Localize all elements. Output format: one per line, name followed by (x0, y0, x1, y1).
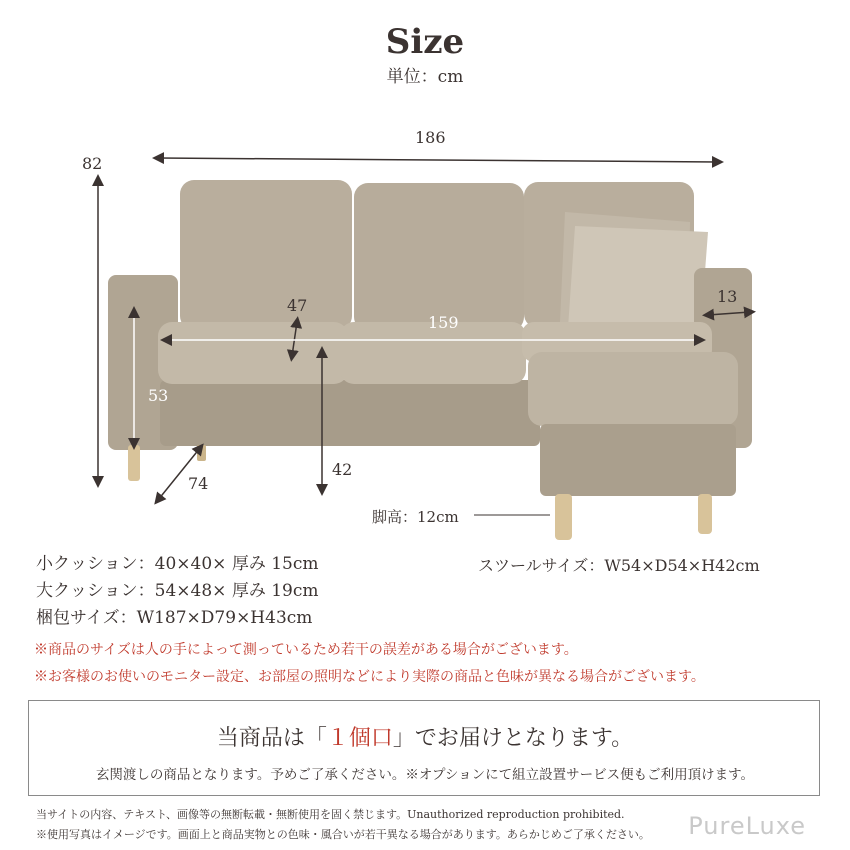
page-title: Size (385, 22, 465, 62)
delivery-notice-box (28, 700, 820, 796)
spec-small-cushion: 小クッション：40×40× 厚み 15cm (36, 554, 319, 574)
note-color-difference: ※お客様のお使いのモニター設定、お部屋の照明などにより実際の商品と色味が異なる場合がございます。 (34, 669, 705, 685)
footer-image-note: ※使用写真はイメージです。画面上と商品実物との色味・風合いが若干異なる場合があります。あらかじめご了承ください。 (36, 828, 650, 841)
delivery-prefix: 当商品は「 (216, 726, 327, 751)
delivery-subtext: 玄関渡しの商品となります。予めご了承ください。※オプションにて組立設置サービス便もご利用頂けます。 (95, 767, 755, 783)
footer-copyright: 当サイトの内容、テキスト、画像等の無断転載・無断使用を固く禁じます。Unauthorized reproduction prohibited. (36, 808, 625, 821)
spec-package: 梱包サイズ：W187×D79×H43cm (36, 608, 313, 628)
delivery-package-count: １個口 (326, 726, 393, 751)
dim-leg-height: 脚高：12cm (372, 508, 459, 526)
delivery-heading (29, 721, 821, 752)
width-dimension-line (158, 158, 718, 162)
dim-seat-height: 42 (332, 460, 353, 479)
dim-seat-width: 159 (428, 313, 459, 332)
dim-height-total: 82 (82, 154, 103, 173)
dim-arm-width: 13 (717, 287, 738, 306)
brand-watermark: PureLuxe (688, 812, 806, 840)
spec-stool: スツールサイズ：W54×D54×H42cm (478, 556, 760, 575)
dim-depth: 74 (188, 474, 209, 493)
dim-width-total: 186 (415, 128, 446, 147)
unit-label: 単位：cm (386, 67, 464, 87)
note-size-error: ※商品のサイズは人の手によって測っているため若干の誤差がある場合がございます。 (34, 642, 578, 658)
delivery-suffix: 」でお届けとなります。 (392, 726, 634, 751)
dim-arm-height: 53 (148, 386, 169, 405)
dim-cushion-height: 47 (287, 296, 308, 315)
spec-large-cushion: 大クッション：54×48× 厚み 19cm (36, 581, 319, 601)
